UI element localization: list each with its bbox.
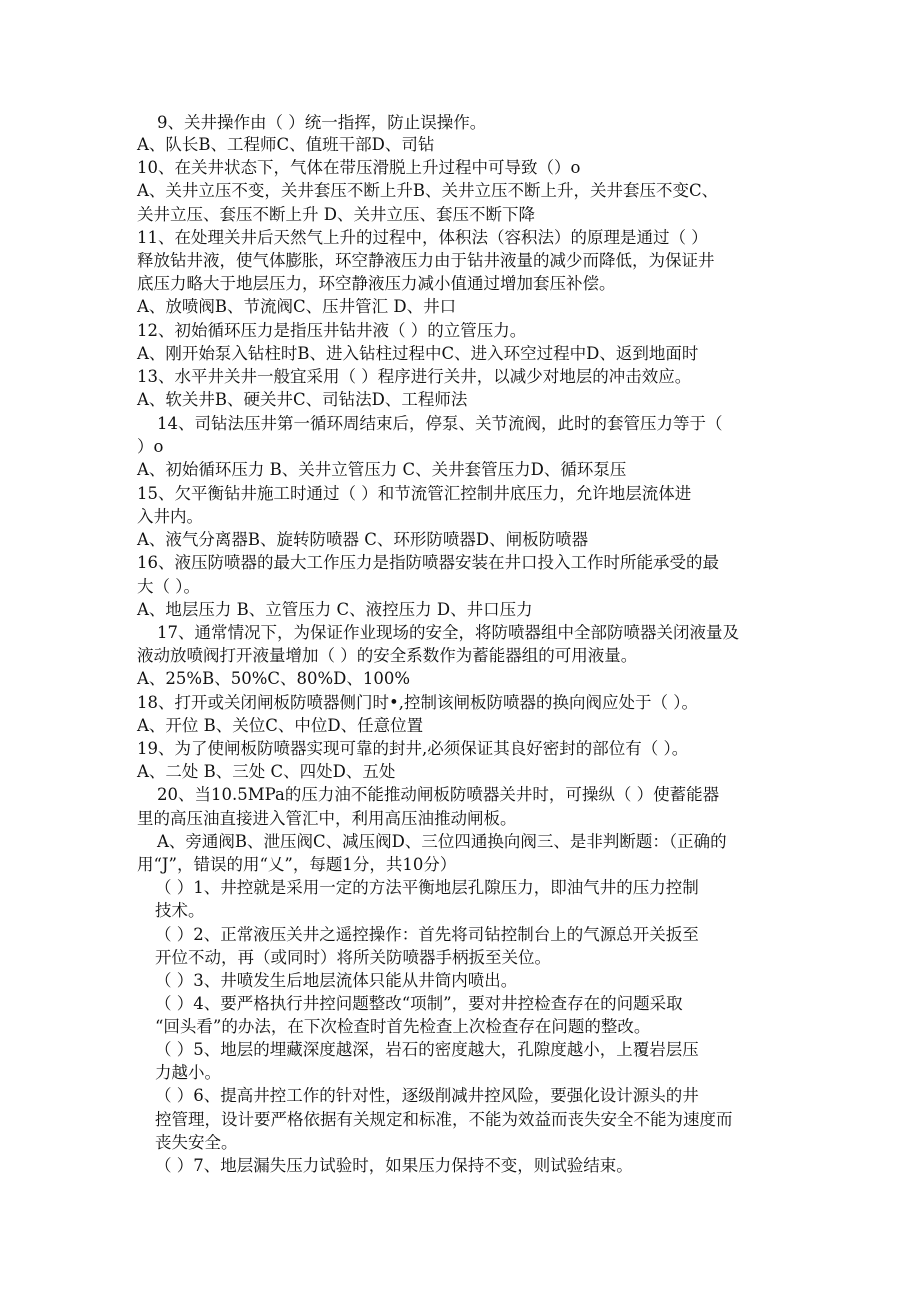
true-false-question-line: （ ）2、正常液压关井之遥控操作：首先将司钻控制台上的气源总开关扳至	[155, 925, 699, 944]
question-line: A、地层压力 B、立管压力 C、液控压力 D、井口压力	[137, 600, 533, 619]
question-line: 17、通常情况下，为保证作业现场的安全，将防喷器组中全部防喷器关闭液量及	[157, 623, 739, 642]
question-line: A、关井立压不变，关井套压不断上升B、关井立压不断上升，关井套压不变C、	[137, 181, 719, 200]
question-line: 15、欠平衡钻井施工时通过（ ）和节流管汇控制井底压力，允许地层流体进	[137, 484, 692, 503]
question-line: A、刚开始泵入钻柱时B、进入钻柱过程中C、进入环空过程中D、返到地面时	[137, 344, 699, 363]
true-false-question-line: （ ）6、提高井控工作的针对性，逐级削减井控风险，要强化设计源头的井	[155, 1086, 699, 1105]
question-line: A、液气分离器B、旋转防喷器 C、环形防喷器D、闸板防喷器	[137, 530, 589, 549]
question-line: 16、液压防喷器的最大工作压力是指防喷器安装在井口投入工作时所能承受的最	[137, 553, 719, 572]
question-line: 入井内。	[137, 507, 203, 526]
question-line: 14、司钻法压井第一循环周结束后，停泵、关节流阀，此时的套管压力等于（	[157, 414, 723, 433]
true-false-question-line: （ ）5、地层的埋藏深度越深，岩石的密度越大，孔隙度越小，上覆岩层压	[155, 1040, 699, 1059]
question-line: A、软关井B、硬关井C、司钻法D、工程师法	[137, 390, 468, 409]
question-line: 10、在关井状态下，气体在带压滑脱上升过程中可导致（）o	[137, 158, 581, 177]
question-line: A、初始循环压力 B、关井立管压力 C、关井套管压力D、循环泵压	[137, 460, 627, 479]
question-line: 9、关井操作由（ ）统一指挥，防止误操作。	[157, 113, 487, 132]
true-false-question-line: 控管理，设计要严格依据有关规定和标准，不能为效益而丧失安全不能为速度而	[155, 1110, 733, 1129]
question-line: 20、当10.5MPa的压力油不能推动闸板防喷器关井时，可操纵（ ）使蓄能器	[157, 785, 720, 804]
question-line: 底压力略大于地层压力，环空静液压力减小值通过增加套压补偿。	[137, 274, 616, 293]
question-line: 19、为了使闸板防喷器实现可靠的封井,必须保证其良好密封的部位有（ ）。	[137, 739, 689, 758]
question-line: 释放钻井液，使气体膨胀，环空静液压力由于钻井液量的减少而降低，为保证井	[137, 251, 715, 270]
question-line: 关井立压、套压不断上升 D、关井立压、套压不断下降	[137, 205, 535, 224]
question-line: A、25%B、50%C、80%D、100%	[137, 669, 411, 688]
question-line: A、二处 B、三处 C、四处D、五处	[137, 762, 396, 781]
question-line: ）o	[137, 437, 164, 456]
question-line: 11、在处理关井后天然气上升的过程中，体积法（容积法）的原理是通过（ ）	[137, 228, 708, 247]
true-false-question-line: （ ）4、要严格执行井控问题整改“项制”，要对井控检查存在的问题采取	[155, 994, 683, 1013]
question-line: 12、初始循环压力是指压井钻井液（ ）的立管压力。	[137, 321, 527, 340]
question-line: A、开位 B、关位C、中位D、任意位置	[137, 716, 424, 735]
question-line: 液动放喷阀打开液量增加（ ）的安全系数作为蓄能器组的可用液量。	[137, 646, 638, 665]
question-line: 用“J”，错误的用“乂”，每题1分，共10分）	[137, 855, 457, 874]
true-false-question-line: “回头看”的办法，在下次检查时首先检查上次检查存在问题的整改。	[155, 1017, 651, 1036]
question-line: A、旁通阀B、泄压阀C、减压阀D、三位四通换向阀三、是非判断题：（正确的	[157, 832, 727, 851]
question-line: 13、水平井关井一般宜采用（ ）程序进行关井，以减少对地层的冲击效应。	[137, 367, 692, 386]
question-line: 里的高压油直接进入管汇中，利用高压油推动闸板。	[137, 809, 517, 828]
true-false-question-line: （ ）7、地层漏失压力试验时，如果压力保持不变，则试验结束。	[155, 1156, 633, 1175]
true-false-question-line: 丧失安全。	[155, 1133, 238, 1152]
true-false-question-line: （ ）3、井喷发生后地层流体只能从井筒内喷出。	[155, 971, 518, 990]
question-line: A、队长B、工程师C、值班干部D、司钻	[137, 135, 435, 154]
true-false-question-line: （ ）1、井控就是采用一定的方法平衡地层孔隙压力，即油气井的压力控制	[155, 878, 699, 897]
question-line: A、放喷阀B、节流阀C、压井管汇 D、井口	[137, 297, 457, 316]
question-line: 18、打开或关闭闸板防喷器侧门时•,控制该闸板防喷器的换向阀应处于（ ）。	[137, 693, 698, 712]
true-false-question-line: 技术。	[155, 901, 205, 920]
true-false-question-line: 力越小。	[155, 1063, 221, 1082]
question-line: 大（ ）。	[137, 577, 200, 596]
true-false-question-line: 开位不动，再（或同时）将所关防喷器手柄扳至关位。	[155, 948, 551, 967]
